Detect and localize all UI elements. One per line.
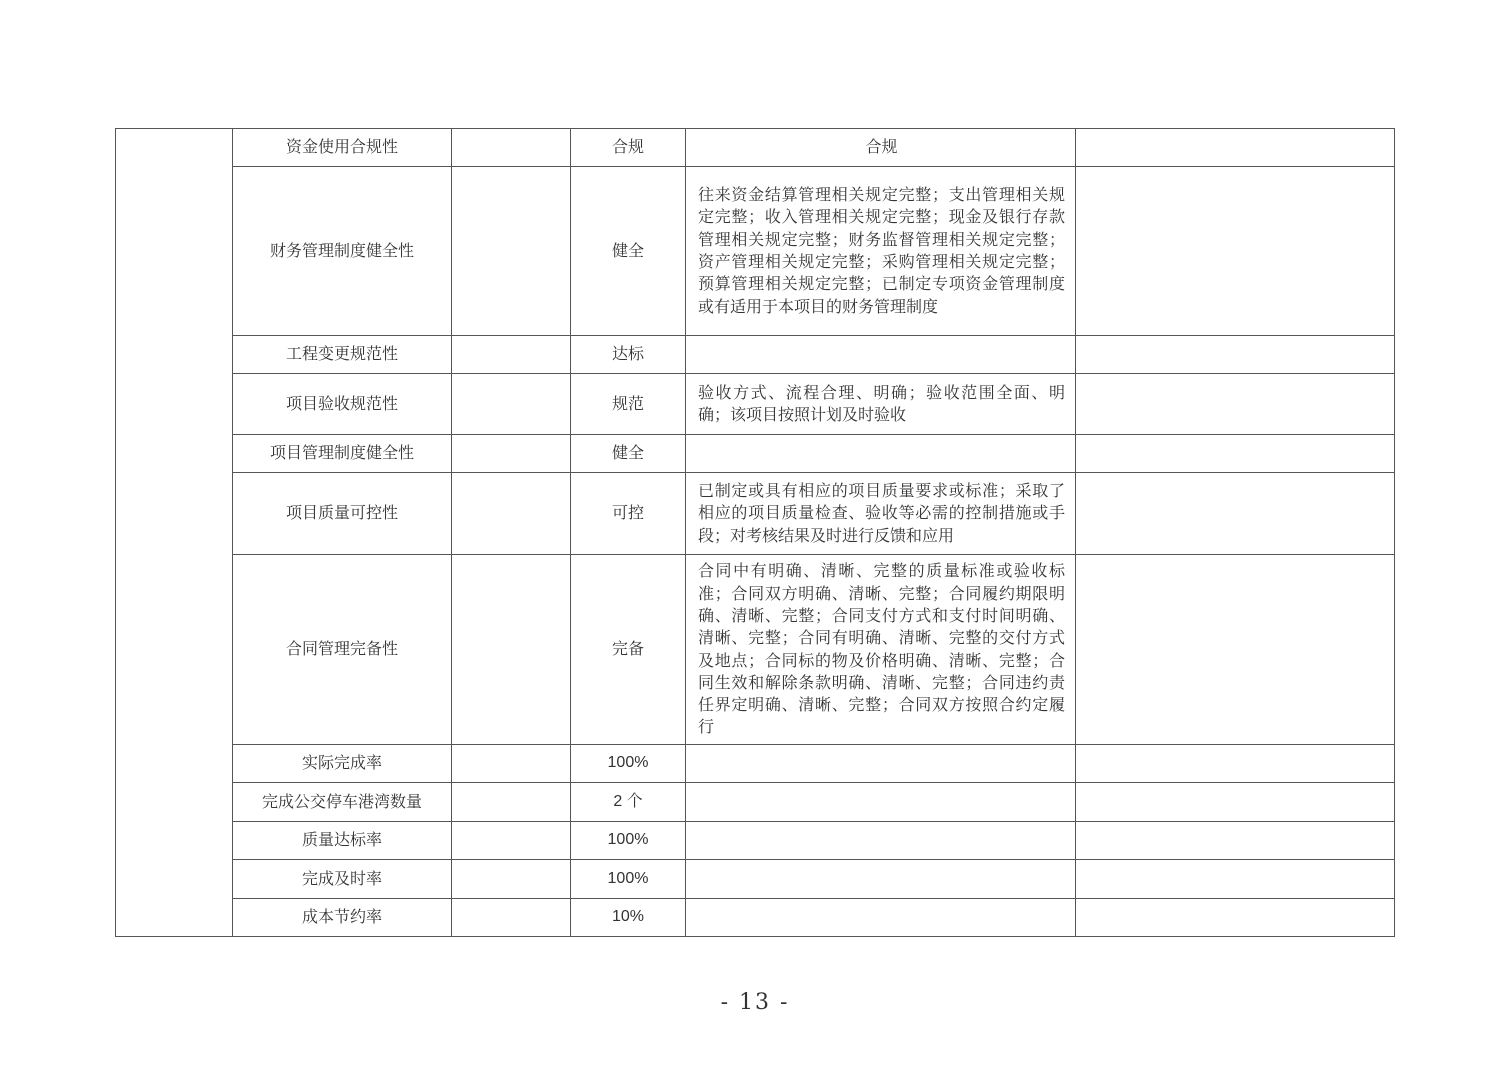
remark-cell (1076, 374, 1395, 435)
value-cell: 健全 (571, 435, 686, 473)
empty-cell (452, 435, 571, 473)
empty-cell (452, 374, 571, 435)
value-cell: 合规 (571, 129, 686, 167)
page-number: - 13 - (720, 990, 790, 1015)
description-cell (686, 435, 1076, 473)
empty-cell (452, 860, 571, 899)
remark-cell (1076, 860, 1395, 899)
table-row (116, 899, 1395, 937)
value-cell: 达标 (571, 336, 686, 374)
value-cell: 完备 (571, 555, 686, 745)
remark-cell (1076, 473, 1395, 555)
value-cell: 10% (571, 899, 686, 937)
description-cell: 验收方式、流程合理、明确；验收范围全面、明确；该项目按照计划及时验收 (686, 374, 1076, 435)
remark-cell (1076, 745, 1395, 783)
description-cell (686, 783, 1076, 822)
table-row (116, 745, 1395, 783)
table-row (116, 822, 1395, 860)
value-cell: 可控 (571, 473, 686, 555)
remark-cell (1076, 899, 1395, 937)
performance-evaluation-table (115, 128, 1395, 937)
empty-cell (452, 745, 571, 783)
indicator-cell: 完成公交停车港湾数量 (233, 783, 452, 822)
table-row (116, 555, 1395, 745)
description-cell (686, 899, 1076, 937)
indicator-cell: 成本节约率 (233, 899, 452, 937)
table-row (116, 783, 1395, 822)
empty-cell (452, 555, 571, 745)
description-cell: 已制定或具有相应的项目质量要求或标准；采取了相应的项目质量检查、验收等必需的控制措施或手段；对考核结果及时进行反馈和应用 (686, 473, 1076, 555)
indicator-cell: 实际完成率 (233, 745, 452, 783)
value-cell: 100% (571, 822, 686, 860)
table-row (116, 167, 1395, 336)
table-row (116, 374, 1395, 435)
indicator-cell: 质量达标率 (233, 822, 452, 860)
description-cell (686, 745, 1076, 783)
value-cell: 100% (571, 745, 686, 783)
indicator-cell: 项目管理制度健全性 (233, 435, 452, 473)
indicator-cell: 项目验收规范性 (233, 374, 452, 435)
remark-cell (1076, 783, 1395, 822)
indicator-cell: 财务管理制度健全性 (233, 167, 452, 336)
remark-cell (1076, 555, 1395, 745)
remark-cell (1076, 167, 1395, 336)
value-cell: 2 个 (571, 783, 686, 822)
table-row (116, 336, 1395, 374)
description-cell: 合规 (686, 129, 1076, 167)
empty-cell (452, 336, 571, 374)
value-cell: 规范 (571, 374, 686, 435)
value-cell: 健全 (571, 167, 686, 336)
indicator-cell: 资金使用合规性 (233, 129, 452, 167)
table-row (116, 860, 1395, 899)
remark-cell (1076, 336, 1395, 374)
table-row (116, 473, 1395, 555)
empty-cell (452, 783, 571, 822)
table-row (116, 435, 1395, 473)
empty-cell (452, 822, 571, 860)
remark-cell (1076, 435, 1395, 473)
indicator-cell: 工程变更规范性 (233, 336, 452, 374)
remark-cell (1076, 822, 1395, 860)
empty-cell (452, 899, 571, 937)
empty-cell (452, 473, 571, 555)
indicator-cell: 项目质量可控性 (233, 473, 452, 555)
description-cell (686, 860, 1076, 899)
remark-cell (1076, 129, 1395, 167)
indicator-cell: 合同管理完备性 (233, 555, 452, 745)
empty-cell (452, 129, 571, 167)
value-cell: 100% (571, 860, 686, 899)
table-row (116, 129, 1395, 167)
description-cell (686, 822, 1076, 860)
description-cell: 往来资金结算管理相关规定完整；支出管理相关规定完整；收入管理相关规定完整；现金及银行存款管理相关规定完整；财务监督管理相关规定完整；资产管理相关规定完整；采购管理相关规定完整；预算管理相关规定完整；已制定专项资金管理制度或有适用于本项目的财务管理制度 (686, 167, 1076, 336)
description-cell (686, 336, 1076, 374)
category-cell (116, 129, 233, 937)
indicator-cell: 完成及时率 (233, 860, 452, 899)
description-cell: 合同中有明确、清晰、完整的质量标准或验收标准；合同双方明确、清晰、完整；合同履约期限明确、清晰、完整；合同支付方式和支付时间明确、清晰、完整；合同有明确、清晰、完整的交付方式及地点；合同标的物及价格明确、清晰、完整；合同生效和解除条款明确、清晰、完整；合同违约责任界定明确、清晰、完整；合同双方按照合约定履行 (686, 555, 1076, 745)
empty-cell (452, 167, 571, 336)
